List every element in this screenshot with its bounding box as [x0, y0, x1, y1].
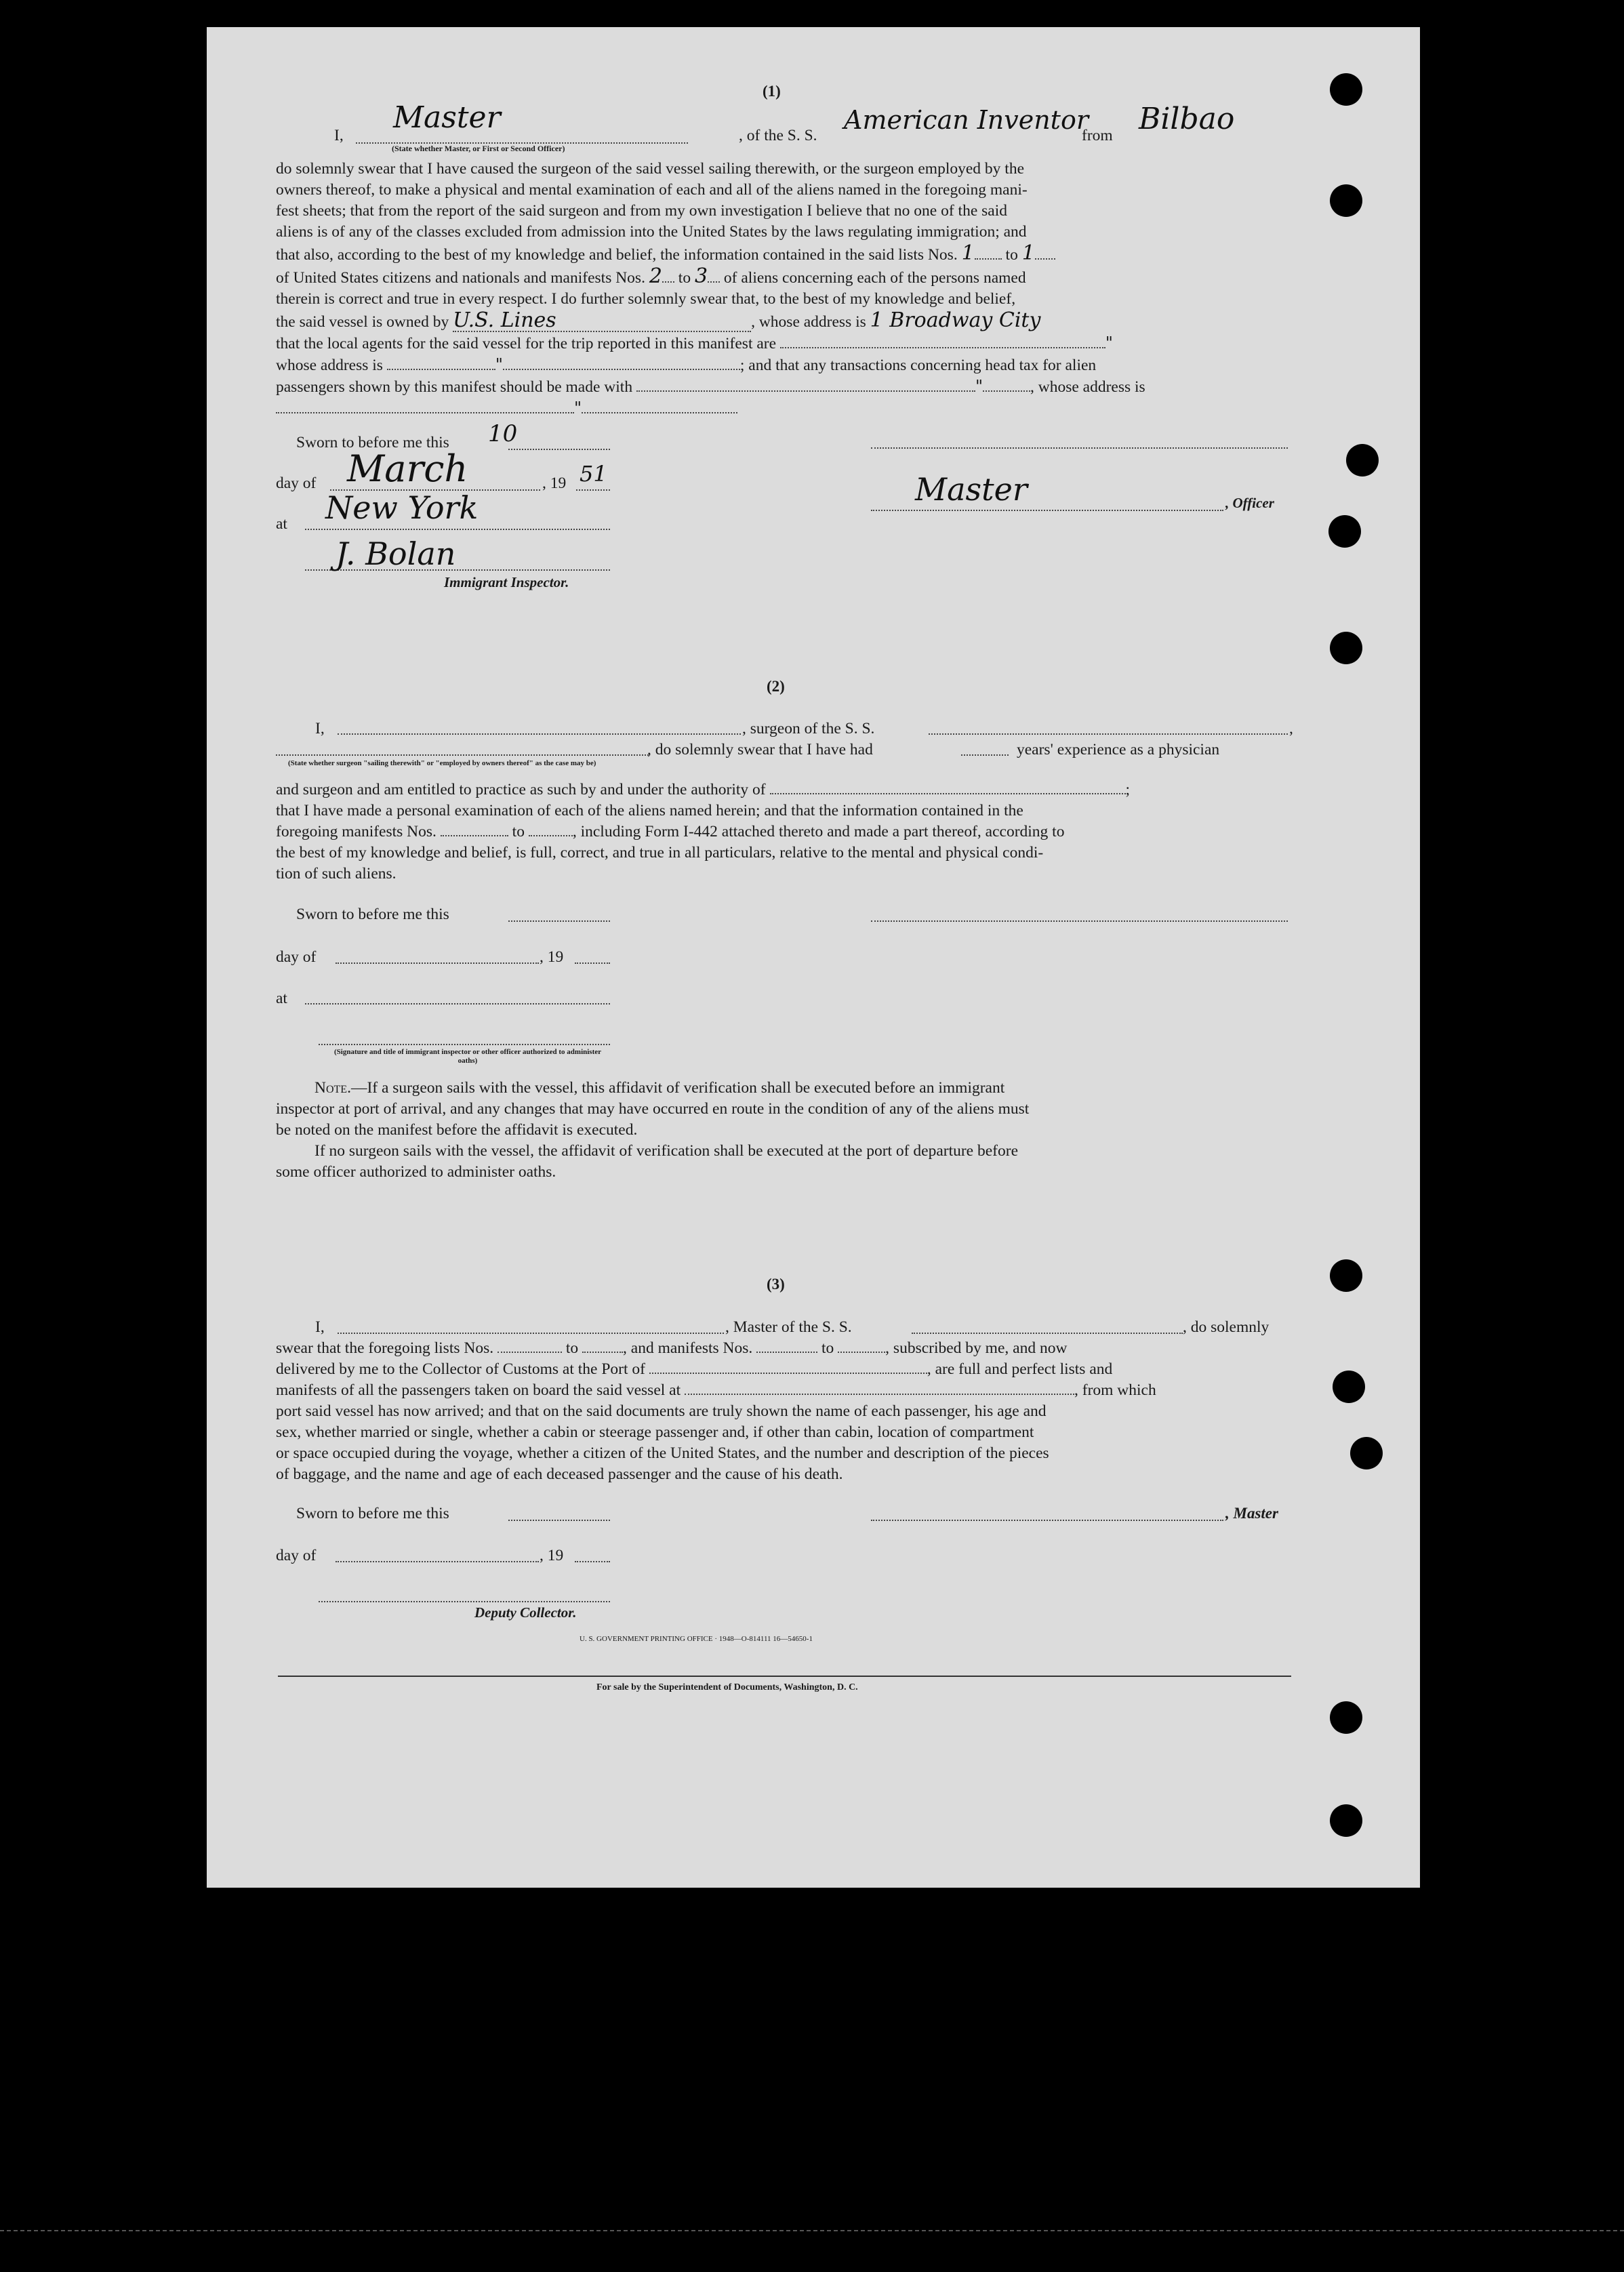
s2-line-5-to: to — [512, 823, 525, 840]
s2-note-line-5: some officer authorized to administer oaths. — [276, 1163, 556, 1181]
s1-line-5 — [276, 243, 1293, 266]
s2-caption: (State whether surgeon "sailing therewith" or "employed by owners thereof" as the case may be) — [288, 759, 596, 767]
s3-paragraph — [276, 1338, 1293, 1485]
s1-manifests-from: 2 — [649, 264, 662, 288]
s3-manifests-from-line — [756, 1339, 817, 1353]
s1-manifests-from-line — [662, 269, 674, 283]
s1-line-9 — [276, 333, 1293, 354]
s2-sworn-day-line — [508, 920, 610, 922]
s2-year-line — [575, 962, 610, 964]
s1-manifests-to-line — [708, 269, 720, 283]
s1-sworn-day-line — [508, 449, 610, 450]
s2-nos-from-line — [441, 823, 508, 836]
printing-office-imprint: U. S. GOVERNMENT PRINTING OFFICE · 1948—O-814111 16—54650-1 — [580, 1635, 813, 1643]
s2-place-line — [305, 1003, 610, 1005]
s1-line-7: therein is correct and true in every respect. I do further solemnly swear that, to the best of my knowledge and belief, — [276, 290, 1016, 308]
s3-deputy-label: Deputy Collector. — [474, 1604, 577, 1621]
s3-month-line — [336, 1561, 539, 1562]
s3-year-line — [575, 1561, 610, 1562]
s3-line-2-to2: to — [821, 1339, 834, 1357]
for-sale-notice: For sale by the Superintendent of Documents, Washington, D. C. — [596, 1682, 858, 1692]
s1-sworn-place: New York — [325, 489, 479, 526]
s2-line-3: and surgeon and am entitled to practice as such by and under the authority of ; — [276, 781, 1131, 798]
s1-lists-from: 1 — [961, 241, 975, 265]
s2-at-label: at — [276, 990, 287, 1007]
s1-headtax-address-line-b — [582, 400, 737, 413]
s1-lists-to-line — [1035, 246, 1055, 260]
punch-hole-2 — [1330, 184, 1362, 217]
s1-line-2: owners thereof, to make a physical and mental examination of each and all of the aliens named in the foregoing mani- — [276, 181, 1028, 199]
s1-officer-top-line — [871, 447, 1288, 449]
s2-years-line — [961, 754, 1009, 756]
s2-authority-line — [770, 781, 1126, 794]
s1-headtax-address-line-a — [276, 400, 574, 413]
s2-note-line-1 — [276, 1078, 1293, 1099]
s1-headtax-address-handwritten: " — [574, 399, 582, 418]
s3-sworn-day-line — [508, 1520, 610, 1521]
s1-officer-sig-line — [871, 510, 1223, 511]
s2-paragraph — [276, 779, 1293, 885]
s3-day-of-label: day of — [276, 1547, 317, 1564]
s3-manifests-to-line — [838, 1339, 885, 1353]
s1-line-10b: ; and that any transactions concerning head tax for alien — [739, 357, 1097, 374]
s1-vessel-handwritten: American Inventor — [844, 105, 1089, 135]
punch-hole-4 — [1328, 515, 1361, 548]
punch-hole-9 — [1330, 1701, 1362, 1734]
scan-edge-line — [0, 2230, 1624, 2231]
footer-rule — [278, 1676, 1291, 1677]
s1-officer-label: , Officer — [1225, 495, 1274, 511]
s1-of-ss: , of the S. S. — [739, 127, 817, 144]
s1-agents-address-handwritten: " — [495, 355, 503, 374]
s2-note-line-2: inspector at port of arrival, and any changes that may have occurred en route in the condition of any of the aliens must — [276, 1100, 1030, 1118]
s1-lists-from-line — [975, 246, 1002, 260]
s1-line-12 — [276, 398, 1293, 420]
s1-day-of-label: day of — [276, 474, 317, 492]
s1-from-label: from — [1082, 127, 1113, 144]
s1-line-8 — [276, 310, 1293, 333]
s2-note-line-4: If no surgeon sails with the vessel, the affidavit of verification shall be executed at the port of departure before — [314, 1142, 1018, 1160]
s2-line-2b: years' experience as a physician — [1017, 741, 1220, 758]
s3-sworn-label: Sworn to before me this — [296, 1505, 449, 1522]
s3-name-line — [338, 1333, 724, 1334]
s1-line-1: do solemnly swear that I have caused the surgeon of the said vessel sailing therewith, or the surgeon employed by the — [276, 160, 1025, 178]
s3-master-line — [871, 1520, 1223, 1521]
s2-line-7: tion of such aliens. — [276, 865, 397, 883]
s2-sworn-label: Sworn to before me this — [296, 906, 449, 923]
s3-line-4a: manifests of all the passengers taken on board the said vessel at — [276, 1381, 681, 1399]
s2-comma-1: , — [1289, 720, 1293, 737]
s2-line-5 — [276, 821, 1293, 843]
s3-line-4b: , from which — [1074, 1381, 1156, 1399]
s1-lists-to-label: to — [1005, 246, 1018, 264]
s1-line-5-text: that also, according to the best of my knowledge and belief, the information contained in the said lists Nos. — [276, 246, 958, 264]
s1-line-6b: of aliens concerning each of the persons named — [723, 269, 1026, 287]
s1-line-3: fest sheets; that from the report of the said surgeon and from my own investigation I believe that no one of the said — [276, 202, 1007, 220]
s2-nos-to-line — [529, 823, 573, 836]
s2-line-5b: , including Form I-442 attached thereto and made a part thereof, according to — [572, 823, 1065, 840]
s1-line-11b: , whose address is — [1030, 378, 1145, 396]
s2-note-line-3: be noted on the manifest before the affidavit is executed. — [276, 1121, 638, 1139]
s1-agents-line — [780, 335, 1105, 348]
s3-lists-from-line — [498, 1339, 562, 1353]
s2-note-1: —If a surgeon sails with the vessel, this affidavit of verification shall be executed before an immigrant — [350, 1079, 1005, 1097]
s3-master-label: , Master — [1225, 1505, 1278, 1522]
s3-line-2c: , subscribed by me, and now — [885, 1339, 1068, 1357]
s3-line-4 — [276, 1380, 1293, 1401]
punch-hole-1 — [1330, 73, 1362, 106]
s2-note — [276, 1078, 1293, 1183]
section-1-number: (1) — [763, 83, 781, 100]
s3-line-1a: I, — [315, 1318, 325, 1336]
s2-line-4: that I have made a personal examination of each of the aliens named herein; and that the information contained in the — [276, 802, 1023, 819]
s3-line-1b: , Master of the S. S. — [725, 1318, 852, 1336]
s1-manifests-to-label: to — [678, 269, 691, 287]
s1-officer-signature: Master — [915, 471, 1028, 508]
s3-vessel-line — [912, 1333, 1183, 1334]
s1-headtax-handwritten: " — [975, 377, 983, 396]
s1-owner-handwritten: U.S. Lines — [453, 310, 751, 332]
s1-year-suffix: 51 — [580, 461, 607, 487]
s3-line-2 — [276, 1338, 1293, 1359]
s1-place-line — [305, 529, 610, 530]
s1-headtax-line-b — [983, 378, 1030, 392]
s1-manifests-to: 3 — [694, 264, 708, 288]
s1-line-9-text: that the local agents for the said vessel for the trip reported in this manifest are — [276, 335, 777, 352]
s2-line-5a: foregoing manifests Nos. — [276, 823, 437, 840]
s1-sworn-month: March — [347, 447, 468, 490]
s1-line-11a: passengers shown by this manifest should be made with — [276, 378, 633, 396]
section-2-number: (2) — [767, 678, 785, 695]
s2-note-title: Note. — [314, 1079, 351, 1097]
s1-officer-handwritten: Master — [393, 100, 501, 135]
s3-deputy-line — [319, 1601, 610, 1602]
s3-line-6: sex, whether married or single, whether a cabin or steerage passenger and, if other than cabin, location of compartment — [276, 1423, 1034, 1441]
s2-year-prefix: , 19 — [540, 948, 564, 966]
s3-line-2b: , and manifests Nos. — [623, 1339, 753, 1357]
s3-line-1c: , do solemnly — [1183, 1318, 1270, 1336]
s1-year-line — [576, 489, 610, 491]
punch-hole-10 — [1330, 1804, 1362, 1837]
s3-line-3b: , are full and perfect lists and — [927, 1360, 1113, 1378]
s2-line-6: the best of my knowledge and belief, is full, correct, and true in all particulars, relative to the mental and physical condi- — [276, 844, 1044, 861]
s1-officer-caption: (State whether Master, or First or Second Officer) — [392, 144, 565, 153]
s1-inspector-signature: J. Bolan — [336, 535, 456, 572]
punch-hole-5 — [1330, 632, 1362, 664]
s2-line-3-text: and surgeon and am entitled to practice as such by and under the authority of — [276, 781, 766, 798]
s1-line-6a: of United States citizens and nationals and manifests Nos. — [276, 269, 645, 287]
s1-line-8b: , whose address is — [751, 313, 866, 331]
s3-port-line — [649, 1360, 927, 1374]
s1-line-10 — [276, 354, 1293, 376]
s3-line-5: port said vessel has now arrived; and that on the said documents are truly shown the name of each passenger, his age and — [276, 1402, 1047, 1420]
s2-inspector-line — [319, 1044, 610, 1045]
s3-lists-to-line — [582, 1339, 623, 1353]
s2-line-2a: , do solemnly swear that I have had — [647, 741, 873, 758]
s1-paragraph — [276, 159, 1293, 420]
s3-line-8: of baggage, and the name and age of each deceased passenger and the cause of his death. — [276, 1465, 843, 1483]
s3-embark-line — [685, 1381, 1074, 1395]
s2-capacity-line — [276, 754, 649, 756]
s1-owner-address-handwritten: 1 Broadway City — [870, 308, 1041, 332]
s1-line-6 — [276, 266, 1293, 289]
s2-day-of-label: day of — [276, 948, 317, 966]
punch-hole-6 — [1330, 1259, 1362, 1292]
s3-line-2a: swear that the foregoing lists Nos. — [276, 1339, 494, 1357]
s2-signature-line — [871, 920, 1288, 922]
s2-month-line — [336, 962, 539, 964]
s1-agents-handwritten: " — [1105, 333, 1113, 352]
s1-year-prefix: , 19 — [542, 474, 567, 492]
s1-line-10a: whose address is — [276, 357, 383, 374]
s1-from-handwritten: Bilbao — [1139, 102, 1235, 136]
s1-i-label: I, — [334, 127, 344, 144]
s2-vessel-line — [929, 733, 1288, 735]
s3-line-2-to: to — [565, 1339, 579, 1357]
section-3-number: (3) — [767, 1276, 785, 1293]
s1-agents-address-line-a — [387, 357, 495, 370]
s1-sworn-day: 10 — [488, 420, 518, 447]
s1-line-4: aliens is of any of the classes excluded from admission into the United States by the laws regulating immigration; and — [276, 223, 1027, 241]
s1-line-8a: the said vessel is owned by — [276, 313, 449, 331]
s1-line-11 — [276, 376, 1293, 398]
s3-year-prefix: , 19 — [540, 1547, 564, 1564]
s3-line-3 — [276, 1359, 1293, 1380]
punch-hole-3 — [1346, 444, 1379, 476]
s1-inspector-caption: Immigrant Inspector. — [444, 574, 569, 590]
s1-agents-address-line-b — [503, 357, 740, 370]
s2-name-line — [338, 733, 741, 735]
s2-sig-caption: (Signature and title of immigrant inspector or other officer authorized to administer oaths) — [333, 1048, 602, 1065]
punch-hole-7 — [1333, 1371, 1365, 1403]
punch-hole-8 — [1350, 1437, 1383, 1469]
s2-line-1a: I, — [315, 720, 325, 737]
s3-line-3a: delivered by me to the Collector of Customs at the Port of — [276, 1360, 645, 1378]
s1-headtax-line-a — [636, 378, 975, 392]
s1-lists-to: 1 — [1021, 241, 1035, 265]
s3-line-7: or space occupied during the voyage, whether a citizen of the United States, and the number and description of the pieces — [276, 1444, 1049, 1462]
s1-sworn-label: Sworn to before me this — [296, 434, 449, 451]
s2-line-1b: , surgeon of the S. S. — [742, 720, 875, 737]
s1-at-label: at — [276, 515, 287, 533]
